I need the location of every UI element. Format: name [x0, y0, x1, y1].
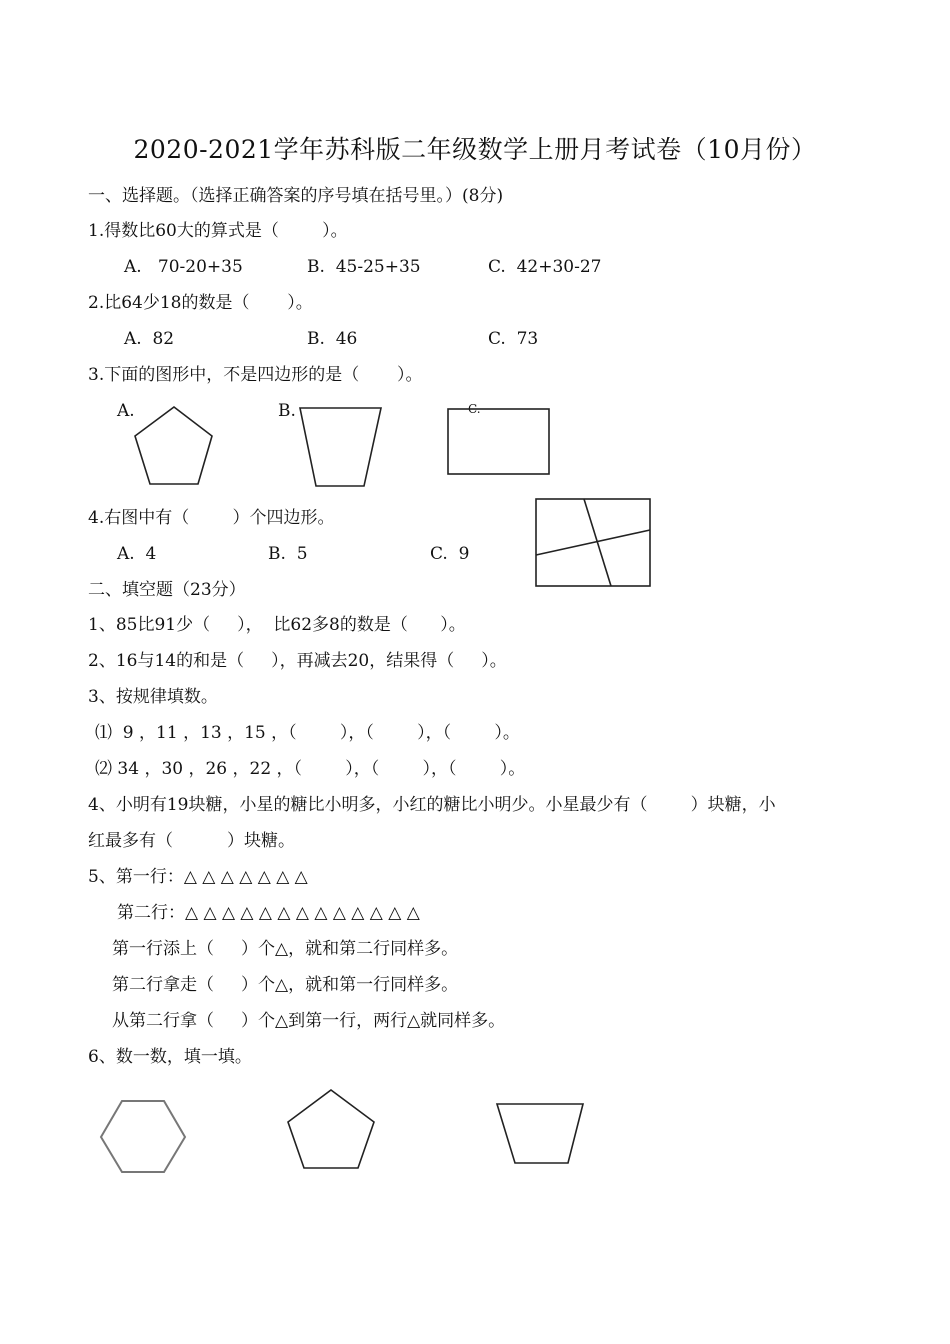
- q4-option-a: A. 4: [117, 544, 157, 564]
- q4-cross-line: [536, 530, 650, 555]
- q3-label-a: A.: [117, 401, 135, 421]
- section1-heading: 一、选择题。（选择正确答案的序号填在括号里。）(8分): [88, 186, 504, 206]
- fill-q2: 2、16与14的和是（ ），再减去20，结果得（ ）。: [88, 651, 507, 671]
- page-title: 2020-2021学年苏科版二年级数学上册月考试卷（10月份）: [133, 135, 817, 164]
- q4-figure: [536, 499, 650, 586]
- fill-q5-s3: 从第二行拿（ ）个△到第一行，两行△就同样多。: [112, 1011, 506, 1031]
- q4-stem: 4.右图中有（ ）个四边形。: [88, 508, 335, 528]
- q2-stem: 2.比64少18的数是（ ）。: [88, 293, 313, 313]
- fill-q3-stem: 3、按规律填数。: [88, 687, 218, 707]
- q1-option-a: A. 70-20+35: [124, 257, 243, 277]
- q1-option-c: C. 42+30-27: [488, 257, 602, 277]
- q1-stem: 1.得数比60大的算式是（ ）。: [88, 221, 348, 241]
- fill-q3-row2: ⑵ 34 ，30 ，26 ，22 ，（ ），（ ），（ ）。: [95, 759, 526, 779]
- q1-option-b: B. 45-25+35: [307, 257, 421, 277]
- fill-q3-row1: ⑴ 9 ，11 ，13 ，15 ，（ ），（ ），（ ）。: [95, 723, 520, 743]
- q6-trapezoid-shape: [497, 1104, 583, 1163]
- section2-heading: 二、填空题（23分）: [88, 580, 246, 600]
- q4-diagonal-line: [584, 499, 611, 586]
- q3-trapezoid-shape: [300, 408, 381, 486]
- fill-q4-line2: 红最多有（ ）块糖。: [88, 831, 296, 851]
- q2-option-b: B. 46: [307, 329, 358, 349]
- q3-rectangle-shape: [448, 409, 549, 474]
- q3-stem: 3.下面的图形中，不是四边形的是（ ）。: [88, 365, 423, 385]
- fill-q5-row1: 5、第一行：△ △ △ △ △ △ △: [88, 867, 308, 887]
- q3-pentagon-shape: [135, 407, 212, 484]
- fill-q1: 1、85比91少（ ）， 比62多8的数是（ ）。: [88, 615, 466, 635]
- q3-label-b: B.: [278, 401, 296, 421]
- q4-option-c: C. 9: [430, 544, 470, 564]
- q4-option-b: B. 5: [268, 544, 308, 564]
- fill-q5-s2: 第二行拿走（ ）个△，就和第一行同样多。: [112, 975, 459, 995]
- q6-pentagon-shape: [288, 1090, 374, 1168]
- q6-hexagon-shape: [101, 1101, 185, 1172]
- fill-q5-s1: 第一行添上（ ）个△，就和第二行同样多。: [112, 939, 459, 959]
- fill-q4-line1: 4、小明有19块糖，小星的糖比小明多，小红的糖比小明少。小星最少有（ ）块糖，小: [88, 795, 776, 815]
- q2-option-c: C. 73: [488, 329, 539, 349]
- fill-q6-stem: 6、数一数，填一填。: [88, 1047, 252, 1067]
- fill-q5-row2: 第二行：△ △ △ △ △ △ △ △ △ △ △ △ △: [117, 903, 420, 923]
- q2-option-a: A. 82: [124, 329, 175, 349]
- q3-label-c: C.: [468, 402, 481, 416]
